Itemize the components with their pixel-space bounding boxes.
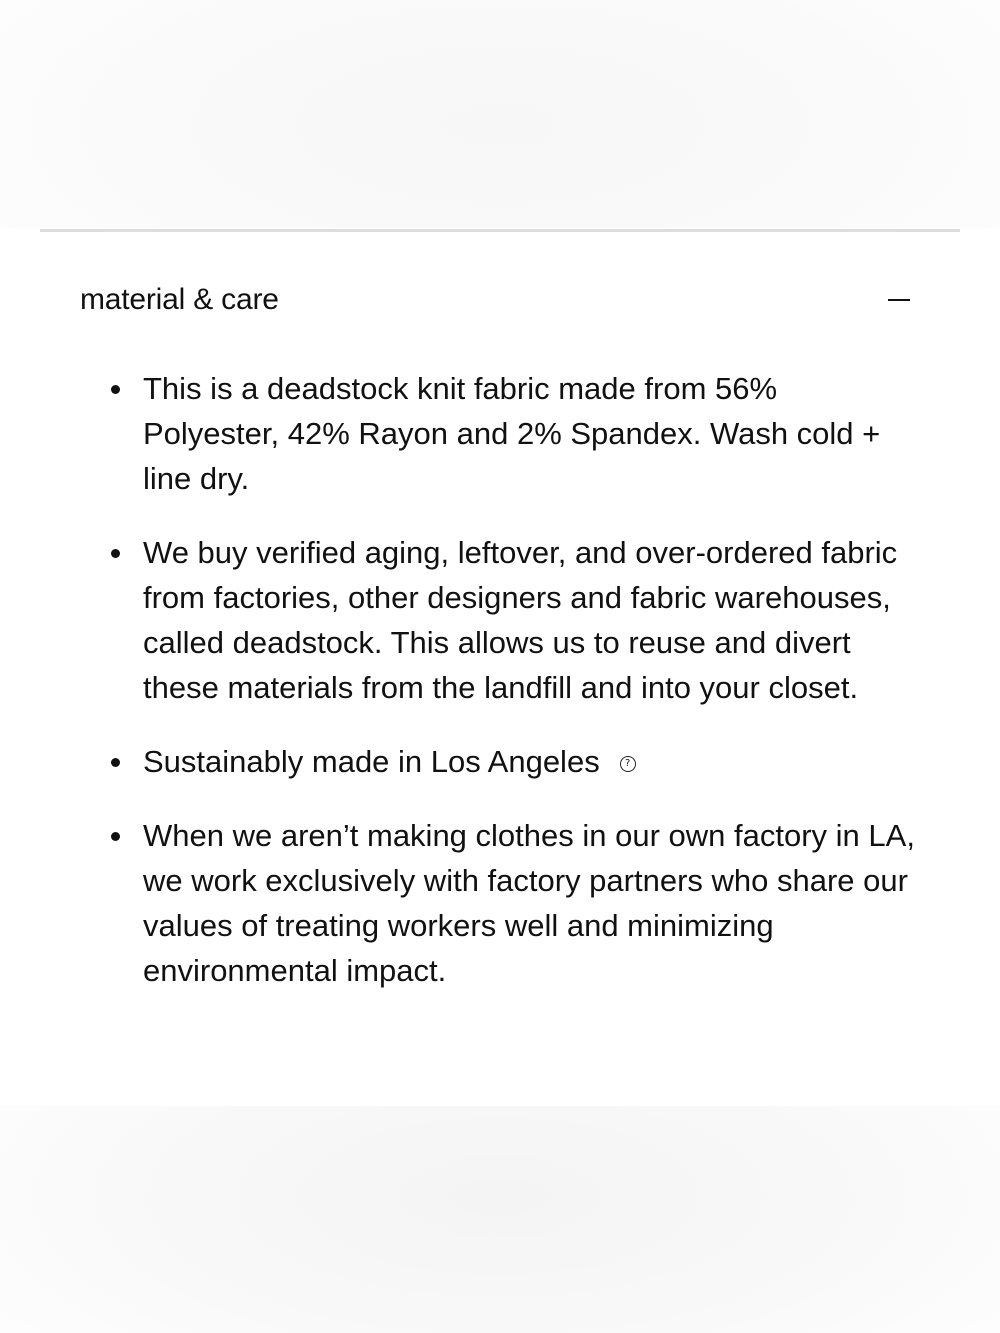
bullet-dot-icon — [111, 758, 120, 767]
accordion-divider — [40, 229, 960, 232]
list-item — [100, 366, 920, 501]
list-item-text: Sustainably made in Los Angeles — [143, 744, 600, 779]
list-item-text: We buy verified aging, leftover, and over-ordered fabric from factories, other designers and fabric warehouses, called deadstock. This allows us to reuse and divert these materials from the landfill and into your closet. — [143, 535, 898, 705]
list-item — [100, 530, 920, 710]
accordion-title: material & care — [80, 283, 279, 316]
bottom-backdrop — [0, 1106, 1000, 1333]
accordion-content — [100, 366, 920, 1022]
bullet-dot-icon — [111, 549, 120, 558]
list-item-text: This is a deadstock knit fabric made from 56% Polyester, 42% Rayon and 2% Spandex. Wash cold + line dry. — [143, 371, 881, 496]
minus-icon[interactable] — [888, 289, 910, 311]
list-item — [100, 739, 920, 784]
bullet-dot-icon — [111, 385, 120, 394]
bullet-dot-icon — [111, 832, 120, 841]
help-circle-icon[interactable]: ? — [620, 756, 636, 772]
material-care-accordion-header[interactable] — [80, 270, 910, 330]
material-care-list — [100, 366, 920, 993]
top-backdrop — [0, 0, 1000, 228]
list-item — [100, 813, 920, 993]
list-item-text: When we aren’t making clothes in our own factory in LA, we work exclusively with factory partners who share our values of treating workers well and minimizing environmental impact. — [143, 818, 915, 988]
